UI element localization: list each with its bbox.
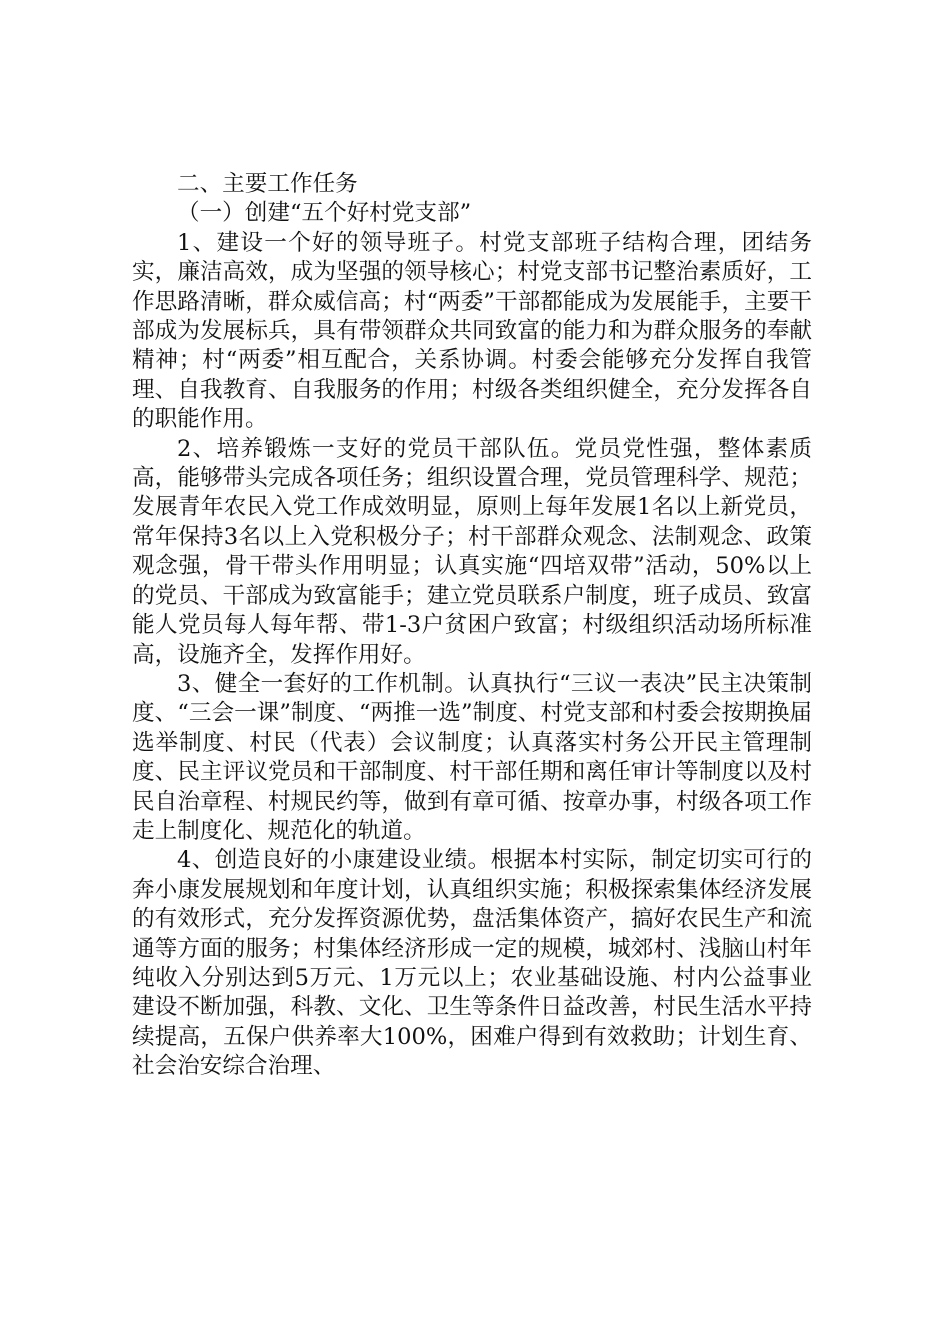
paragraph-2: 2、培养锻炼一支好的党员干部队伍。党员党性强，整体素质高，能够带头完成各项任务；组织设置合理，党员管理科学、规范；发展青年农民入党工作成效明显，原则上每年发展1名以上新党员，常年保持3名以上入党积极分子；村干部群众观念、法制观念、政策观念强，骨干带头作用明显；认真实施“四培双带”活动，50%以上的党员、干部成为致富能手；建立党员联系户制度，班子成员、致富能人党员每人每年帮、带1-3户贫困户致富；村级组织活动场所标准高，设施齐全，发挥作用好。 [132,435,812,668]
paragraph-3: 3、健全一套好的工作机制。认真执行“三议一表决”民主决策制度、“三会一课”制度、“两推一选”制度、村党支部和村委会按期换届选举制度、村民（代表）会议制度；认真落实村务公开民主管理制度、民主评议党员和干部制度、村干部任期和离任审计等制度以及村民自治章程、村规民约等，做到有章可循、按章办事，村级各项工作走上制度化、规范化的轨道。 [132,670,812,844]
subsection-heading: （一）创建“五个好村党支部” [177,200,472,227]
paragraph-4: 4、创造良好的小康建设业绩。根据本村实际，制定切实可行的奔小康发展规划和年度计划，认真组织实施；积极探索集体经济发展的有效形式，充分发挥资源优势，盘活集体资产，搞好农民生产和流通等方面的服务；村集体经济形成一定的规模，城郊村、浅脑山村年纯收入分别达到5万元、1万元以上；农业基础设施、村内公益事业建设不断加强，科教、文化、卫生等条件日益改善，村民生活水平持续提高，五保户供养率大100%，困难户得到有效救助；计划生育、社会治安综合治理、 [132,847,812,1080]
section-heading: 二、主要工作任务 [177,171,358,197]
paragraph-1: 1、建设一个好的领导班子。村党支部班子结构合理，团结务实，廉洁高效，成为坚强的领导核心；村党支部书记整治素质好，工作思路清晰，群众威信高；村“两委”干部都能成为发展能手，主要干部成为发展标兵，具有带领群众共同致富的能力和为群众服务的奉献精神；村“两委”相互配合，关系协调。村委会能够充分发挥自我管理、自我教育、自我服务的作用；村级各类组织健全，充分发挥各自的职能作用。 [132,229,812,433]
document-page [132,170,812,1082]
